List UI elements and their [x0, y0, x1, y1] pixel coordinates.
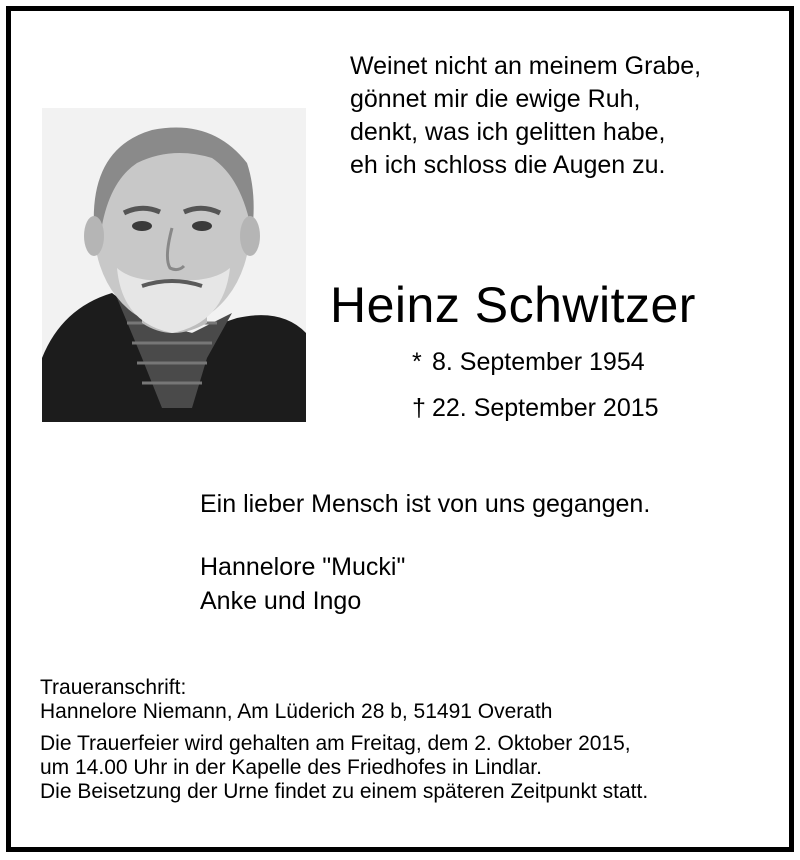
deceased-name: Heinz Schwitzer — [330, 277, 696, 333]
birth-date: 8. September 1954 — [432, 348, 645, 376]
service-line: Die Beisetzung der Urne findet zu einem späteren Zeitpunkt statt. — [40, 780, 649, 803]
footer-info — [40, 676, 648, 804]
death-date: 22. September 2015 — [432, 394, 659, 422]
death-date-row — [412, 394, 659, 423]
portrait-photo — [42, 108, 306, 422]
poem-line: eh ich schloss die Augen zu. — [350, 151, 666, 179]
birth-symbol: * — [412, 348, 422, 376]
birth-date-row — [412, 348, 645, 377]
motto: Ein lieber Mensch ist von uns gegangen. — [200, 490, 651, 518]
poem-line: gönnet mir die ewige Ruh, — [350, 85, 641, 113]
address-line: Hannelore Niemann, Am Lüderich 28 b, 51491 Overath — [40, 700, 553, 723]
poem-line: Weinet nicht an meinem Grabe, — [350, 52, 702, 80]
service-line: Die Trauerfeier wird gehalten am Freitag, dem 2. Oktober 2015, — [40, 732, 631, 755]
family-list — [200, 550, 405, 618]
death-symbol: † — [412, 394, 426, 422]
poem-line: denkt, was ich gelitten habe, — [350, 118, 666, 146]
service-line: um 14.00 Uhr in der Kapelle des Friedhofes in Lindlar. — [40, 756, 542, 779]
address-label: Traueranschrift: — [40, 676, 187, 699]
family-member: Hannelore "Mucki" — [200, 553, 406, 581]
poem — [350, 50, 701, 182]
family-member: Anke und Ingo — [200, 587, 362, 615]
